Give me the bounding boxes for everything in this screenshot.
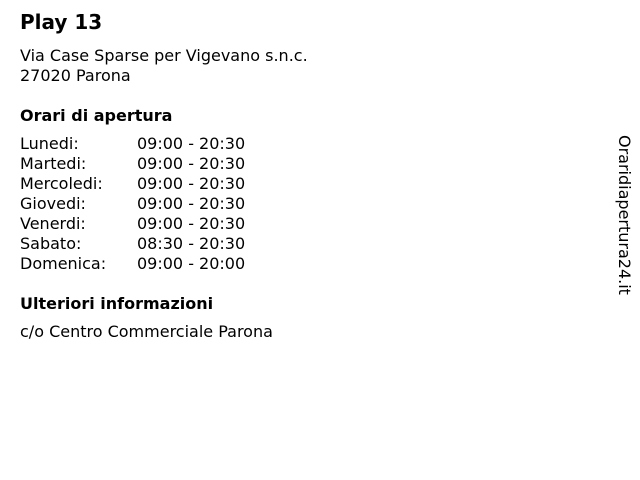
hours-day: Giovedi:: [20, 194, 86, 213]
hours-row: [20, 234, 580, 254]
address-line-1: Via Case Sparse per Vigevano s.n.c.: [20, 46, 308, 65]
info-heading: Ulteriori informazioni: [20, 294, 214, 313]
hours-row: [20, 154, 580, 174]
hours-time: 09:00 - 20:30: [137, 174, 246, 193]
hours-time: 09:00 - 20:00: [137, 254, 246, 273]
address-line-2: 27020 Parona: [20, 66, 131, 85]
hours-time: 08:30 - 20:30: [137, 234, 246, 253]
hours-row: [20, 254, 580, 274]
hours-row: [20, 134, 580, 154]
hours-heading: Orari di apertura: [20, 106, 173, 125]
hours-time: 09:00 - 20:30: [137, 194, 246, 213]
hours-day: Lunedi:: [20, 134, 79, 153]
info-text: c/o Centro Commerciale Parona: [20, 322, 273, 341]
hours-day: Sabato:: [20, 234, 82, 253]
hours-table: [20, 134, 580, 274]
hours-day: Venerdi:: [20, 214, 86, 233]
hours-day: Martedi:: [20, 154, 87, 173]
hours-day: Mercoledi:: [20, 174, 103, 193]
watermark-text: Oraridiapertura24.it: [615, 135, 634, 295]
hours-time: 09:00 - 20:30: [137, 134, 246, 153]
hours-row: [20, 174, 580, 194]
hours-time: 09:00 - 20:30: [137, 154, 246, 173]
store-title: Play 13: [20, 10, 103, 34]
hours-day: Domenica:: [20, 254, 107, 273]
hours-row: [20, 214, 580, 234]
hours-row: [20, 194, 580, 214]
store-card: [20, 8, 580, 342]
hours-time: 09:00 - 20:30: [137, 214, 246, 233]
watermark-container: [610, 135, 638, 335]
